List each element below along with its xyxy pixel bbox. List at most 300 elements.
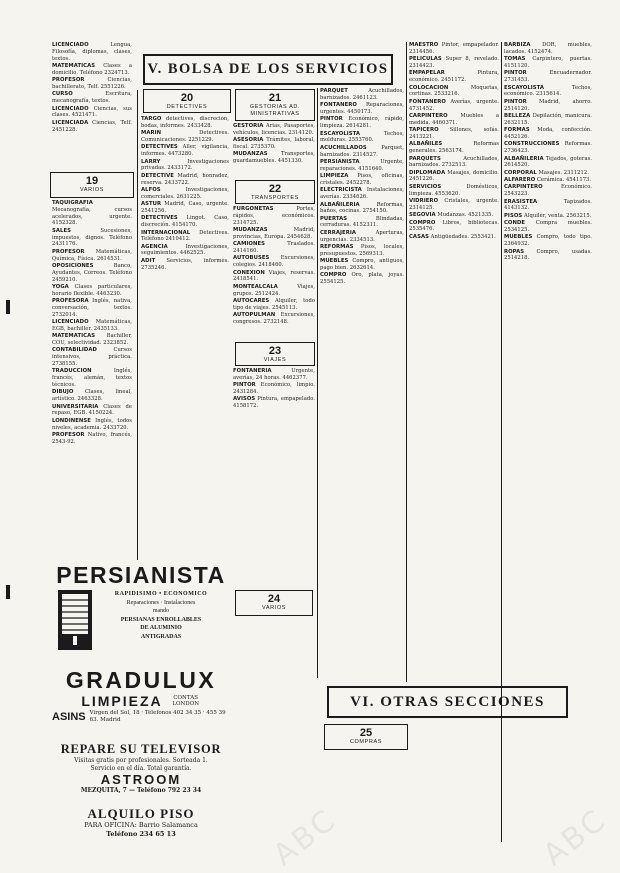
classified-ad bbox=[504, 199, 592, 213]
category-19-box bbox=[50, 172, 134, 198]
classified-keyword: PARQUET bbox=[320, 88, 348, 94]
classified-keyword: DETECTIVES bbox=[141, 215, 178, 222]
persianista-line-6: ANTIGRADAS bbox=[140, 633, 182, 640]
classified-ad bbox=[504, 70, 592, 84]
classified-ad bbox=[504, 184, 592, 198]
classified-ad bbox=[320, 116, 404, 130]
classified-text: Económico. 2543223. bbox=[504, 184, 592, 198]
classified-text: Techos, molduras. 2553760. bbox=[320, 130, 404, 144]
classified-keyword: PROFESOR bbox=[52, 248, 85, 255]
classified-text: Domésticos, limpieza. 4553620. bbox=[409, 183, 499, 197]
classified-ad bbox=[504, 85, 592, 99]
classified-keyword: PARQUETS bbox=[409, 155, 441, 162]
category-22-box bbox=[235, 180, 315, 204]
category-19-number: 19 bbox=[85, 175, 99, 187]
classified-ad bbox=[52, 120, 132, 134]
classified-ad bbox=[52, 389, 132, 403]
margin-mark bbox=[6, 300, 10, 314]
category-20-box bbox=[143, 89, 231, 113]
classified-keyword: CERRAJERIA bbox=[320, 229, 357, 236]
classified-keyword: CONTABILIDAD bbox=[52, 347, 97, 354]
televisor-title: REPARE SU TELEVISOR bbox=[60, 742, 222, 756]
classified-keyword: CONSTRUCCIONES bbox=[504, 141, 560, 148]
classified-ad bbox=[409, 70, 499, 84]
classified-keyword: PROFESOR bbox=[52, 432, 85, 439]
classified-text: Bachiller, COU, selectividad. 2323852. bbox=[52, 333, 132, 347]
classified-keyword: PERSIANISTA bbox=[320, 158, 360, 165]
column-rule bbox=[501, 42, 502, 842]
classified-keyword: ADIT bbox=[141, 257, 156, 264]
classified-keyword: DIBUJO bbox=[52, 389, 74, 396]
classified-text: Inglés, francés, alemán, textos técnicos. bbox=[52, 368, 132, 389]
window-blind-icon bbox=[58, 590, 92, 650]
classified-ad bbox=[504, 99, 592, 113]
classified-ad bbox=[141, 159, 229, 173]
classified-text: Compra muebles. 2534125. bbox=[504, 220, 592, 234]
classified-keyword: CASAS bbox=[409, 233, 429, 240]
classified-keyword: MONTEALCALA bbox=[233, 283, 278, 290]
classified-text: Investigaciones, comerciales. 2631225. bbox=[141, 186, 229, 200]
classified-text: Alquiler, todo tipo de viajes. 2545113. bbox=[233, 297, 315, 311]
classified-ad bbox=[409, 198, 499, 212]
classified-text: Compro, antiguos, pago bien. 2632614. bbox=[320, 258, 404, 272]
alquilo-piso-ad bbox=[52, 806, 230, 846]
alquilo-piso-line-2: Teléfono 234 65 13 bbox=[106, 829, 176, 838]
classified-keyword: PROFESOR bbox=[52, 77, 85, 84]
classified-ad bbox=[409, 113, 499, 127]
classified-ad bbox=[52, 368, 132, 388]
classified-keyword: TOMAS bbox=[504, 56, 526, 63]
classified-text: Mecanografía, cursos acelerados, urgente. 4152328. bbox=[52, 206, 132, 227]
classified-ad bbox=[409, 234, 499, 241]
classified-text: Ciencias, Telf. 2451228. bbox=[52, 119, 132, 133]
classified-text: Sucesiones, impuestos, dignos. Teléfono 2431176. bbox=[52, 227, 132, 248]
classified-text: Económico, limpio. 2431284. bbox=[233, 382, 315, 395]
column-3-b bbox=[233, 206, 315, 336]
category-21-box bbox=[235, 89, 315, 121]
section-vi-header bbox=[327, 686, 568, 718]
classified-keyword: BELLEZA bbox=[504, 112, 531, 119]
classified-keyword: EMPAPELAR bbox=[409, 70, 445, 77]
column-2 bbox=[141, 116, 229, 552]
classified-text: Reformas, baños, cocinas. 2754150. bbox=[320, 201, 404, 215]
classified-text: Inglés, nativa, conversación, textos. 2732014. bbox=[52, 298, 132, 318]
margin-mark bbox=[6, 585, 10, 599]
classified-ad bbox=[233, 123, 315, 137]
classified-keyword: CORPORAL bbox=[504, 169, 537, 176]
category-24-number: 24 bbox=[267, 593, 281, 605]
column-rule bbox=[406, 42, 407, 682]
classified-ad bbox=[504, 249, 592, 263]
classified-text: Oro, plata, joyas. 2554125. bbox=[320, 272, 404, 286]
category-23-number: 23 bbox=[268, 345, 282, 357]
column-1-bottom bbox=[52, 200, 132, 548]
classified-ad bbox=[409, 42, 499, 56]
category-23-name: VIAJES bbox=[263, 357, 287, 363]
section-v-title: V. BOLSA DE LOS SERVICIOS bbox=[147, 61, 389, 77]
classified-keyword: LARRY bbox=[141, 158, 161, 165]
classified-text: detectives, discreción, bodas, informes. 2433428. bbox=[141, 116, 229, 129]
classified-text: Masajes. 2311212. bbox=[536, 169, 589, 176]
classified-ad bbox=[233, 227, 315, 241]
classified-text: Arias, Pasaportes, vehículos, licencias. 2314120. bbox=[233, 123, 315, 136]
column-3-d bbox=[233, 618, 315, 840]
classified-text: Madrid, honradez, reserva. 2433722. bbox=[141, 172, 229, 186]
abc-watermark: ABC bbox=[266, 801, 344, 873]
classified-ad bbox=[233, 382, 315, 396]
classified-keyword: UNIVERSITARIA bbox=[52, 403, 99, 410]
classified-text: Servicios, informes. 2735246. bbox=[141, 257, 229, 271]
classified-keyword: TAQUIGRAFIA bbox=[52, 200, 93, 206]
classified-ad bbox=[320, 216, 404, 230]
classified-ad bbox=[52, 77, 132, 91]
classified-ad bbox=[141, 116, 229, 130]
classified-keyword: CARPINTERO bbox=[504, 184, 543, 191]
classified-keyword: PROFESORA bbox=[52, 298, 89, 305]
classified-keyword: MUEBLES bbox=[504, 234, 533, 241]
classified-text: Portes, rápidos, económicos. 2314725. bbox=[233, 206, 315, 226]
classified-text: Cristales, urgente. 2314125. bbox=[409, 198, 499, 211]
classified-text: Lengua, Filosofía, diplomas, clases, textos. bbox=[52, 42, 132, 62]
classified-text: Urgente, averías, 24 horas. 4462377. bbox=[233, 368, 315, 381]
category-25-name: COMPRAS bbox=[349, 739, 382, 745]
section-v-header bbox=[143, 54, 393, 85]
classified-keyword: LONDINENSE bbox=[52, 417, 91, 424]
classified-ad bbox=[52, 106, 132, 120]
televisor-line-1: Visitas gratis por profesionales. Sorteada 1. bbox=[74, 757, 208, 764]
classified-ad bbox=[141, 244, 229, 258]
classified-text: Madrid, ahorro. 2514120. bbox=[504, 98, 592, 112]
persianista-line-3: mando bbox=[152, 608, 170, 615]
classified-keyword: GESTORIA bbox=[233, 123, 264, 129]
classified-text: Carpintero, puertas. 4151120. bbox=[504, 56, 592, 69]
classified-text: Aperturas, urgencias. 2334513. bbox=[320, 229, 404, 243]
classified-ad bbox=[320, 230, 404, 244]
classified-keyword: ERASISTEA bbox=[504, 198, 538, 205]
classified-keyword: AVISOS bbox=[233, 396, 256, 403]
classified-keyword: CURSO bbox=[52, 91, 73, 98]
classified-keyword: SALES bbox=[52, 227, 71, 234]
classified-ad bbox=[233, 255, 315, 269]
classified-ad bbox=[52, 333, 132, 347]
classified-ad bbox=[233, 270, 315, 284]
classified-ad bbox=[233, 241, 315, 255]
classified-keyword: FURGONETAS bbox=[233, 206, 274, 212]
classified-ad bbox=[504, 42, 592, 56]
category-21-name: GESTORIAS AD. MINISTRATIVAS bbox=[249, 104, 301, 117]
classified-ad bbox=[233, 284, 315, 298]
classified-text: Inglés, todos niveles, academia. 2433720. bbox=[52, 417, 132, 431]
televisor-line-2: Servicio en el día. Total garantía. bbox=[90, 765, 192, 772]
classified-ad bbox=[320, 244, 404, 258]
classified-ad bbox=[504, 177, 592, 184]
classified-keyword: ALBAÑILES bbox=[409, 141, 443, 148]
classified-text: Matemáticas, Química, Física. 2614531. bbox=[52, 248, 132, 262]
classified-keyword: AUTOCARES bbox=[233, 297, 270, 304]
classified-keyword: YOGA bbox=[52, 283, 69, 290]
category-24-name: VARIOS bbox=[262, 605, 286, 611]
classified-keyword: FONTANERO bbox=[320, 102, 357, 109]
column-rule bbox=[317, 88, 318, 678]
classified-keyword: PINTOR bbox=[504, 70, 527, 77]
classified-ad bbox=[320, 88, 404, 102]
classified-keyword: ACUCHILLADOS bbox=[320, 144, 367, 151]
classified-keyword: PISOS bbox=[504, 212, 523, 219]
classified-keyword: COLOCACION bbox=[409, 84, 449, 91]
classified-ad bbox=[52, 347, 132, 367]
classified-text: Moda, confección. 4452126. bbox=[504, 127, 592, 140]
classified-keyword: PELICULAS bbox=[409, 56, 442, 63]
classified-keyword: PINTOR bbox=[320, 116, 343, 123]
classified-keyword: AUTOPULMAN bbox=[233, 312, 276, 319]
televisor-brand: ASTROOM bbox=[100, 772, 182, 787]
classified-keyword: DIPLOMADA bbox=[409, 169, 446, 176]
classified-text: Clases de repaso, EGB. 4150224. bbox=[52, 403, 132, 417]
classified-text: Parquet, barnizados. 2314527. bbox=[320, 144, 404, 158]
classified-ad bbox=[409, 127, 499, 141]
column-5-top bbox=[409, 42, 499, 678]
classified-keyword: FONTANERO bbox=[409, 98, 446, 105]
classified-text: Detectives. Teléfono 2410412. bbox=[141, 229, 229, 243]
classified-ad bbox=[504, 170, 592, 177]
classified-ad bbox=[233, 368, 315, 382]
classified-ad bbox=[504, 213, 592, 220]
classified-ad bbox=[409, 99, 499, 113]
classified-text: Clases, lineal, artístico. 2463328. bbox=[52, 389, 132, 403]
category-19-name: VARIOS bbox=[80, 187, 104, 193]
classified-keyword: FORMAS bbox=[504, 127, 530, 134]
classified-text: Pintor, empapelador. 2314456. bbox=[409, 42, 499, 55]
gradulux-ad bbox=[52, 668, 230, 734]
gradulux-line: Virgen del Sol, 18 · Telefonos 402 34 35 · 455 39 63. Madrid bbox=[89, 710, 226, 723]
classified-text: Aller, vigilancia, informes. 4473280. bbox=[141, 144, 229, 158]
classified-ad bbox=[320, 102, 404, 116]
classified-ad bbox=[504, 220, 592, 234]
category-22-name: TRANSPORTES bbox=[251, 195, 299, 201]
classified-ad bbox=[141, 258, 229, 272]
classified-ad bbox=[409, 170, 499, 184]
category-25-number: 25 bbox=[359, 727, 373, 739]
classified-keyword: DETECTIVE bbox=[141, 172, 174, 179]
column-4-top bbox=[320, 88, 404, 680]
classified-ad bbox=[52, 298, 132, 318]
classified-keyword: MATEMATICAS bbox=[52, 333, 96, 340]
classified-keyword: LICENCIADO bbox=[52, 319, 89, 326]
classified-ad bbox=[409, 212, 499, 219]
column-3-a bbox=[233, 123, 315, 175]
classified-ad bbox=[504, 234, 592, 248]
classified-ad bbox=[409, 220, 499, 234]
classified-ad bbox=[52, 284, 132, 298]
classified-text: Acuchillados, barnizados. 2732513. bbox=[409, 155, 499, 169]
classified-keyword: CARPINTERO bbox=[409, 112, 448, 119]
classified-text: Ciencias, sus clases. 4521471. bbox=[52, 105, 132, 119]
classified-text: DOR, muebles, lacados. 4152474. bbox=[504, 42, 592, 55]
classified-text: Pisos, locales, presupuestos. 2569313. bbox=[320, 244, 404, 257]
classified-ad bbox=[504, 113, 592, 127]
classified-ad bbox=[320, 131, 404, 145]
classified-ad bbox=[409, 56, 499, 70]
classified-text: Cursos intensivos, práctica. 2738155. bbox=[52, 347, 132, 368]
classified-keyword: ELECTRICISTA bbox=[320, 187, 362, 194]
classified-ad bbox=[320, 272, 404, 286]
classified-keyword: PUERTAS bbox=[320, 215, 348, 222]
classified-text: Investigaciones privadas. 2433172. bbox=[141, 158, 229, 172]
classified-text: Cerámica. 4541173. bbox=[535, 177, 592, 184]
classified-text: Instalaciones, averías. 2334626. bbox=[320, 187, 404, 201]
classified-keyword: SERVICIOS bbox=[409, 183, 442, 190]
classified-keyword: ROPAS bbox=[504, 248, 525, 255]
column-1-top bbox=[52, 42, 132, 164]
classified-keyword: REFORMAS bbox=[320, 244, 354, 251]
classified-keyword: COMPRO bbox=[409, 219, 436, 226]
classified-text: Acuchillados, barnizados. 2461123. bbox=[320, 88, 404, 101]
classified-ad bbox=[233, 137, 315, 151]
classified-ad bbox=[233, 312, 315, 326]
category-24-box bbox=[235, 590, 313, 616]
classified-text: Clases a domicilio. Teléfono 2324713. bbox=[52, 62, 132, 76]
classified-keyword: TRADUCCION bbox=[52, 368, 92, 375]
classified-keyword: SEGOVIA bbox=[409, 212, 436, 219]
classified-keyword: ALBAÑILERIA bbox=[504, 155, 544, 162]
classified-text: Mudanzas. 4521335. bbox=[435, 212, 494, 219]
category-25-box bbox=[324, 724, 408, 750]
classified-ad bbox=[233, 298, 315, 312]
classified-text: Alquiler, venta. 2563215. bbox=[522, 212, 592, 219]
abc-watermark: ABC bbox=[536, 801, 614, 873]
classified-keyword: MUDANZAS bbox=[233, 226, 268, 233]
classified-text: Encuadernador. 2731453. bbox=[504, 70, 592, 84]
classified-text: Madrid, provincias, Europa. 2454628. bbox=[233, 226, 315, 240]
classified-text: Excursiones, congresos. 2732148. bbox=[233, 312, 315, 325]
classified-keyword: LIMPIEZA bbox=[320, 173, 349, 180]
classified-keyword: ESCAYOLISTA bbox=[504, 84, 545, 91]
classified-text: Clases particulares, horario flexible. 4463230. bbox=[52, 283, 132, 297]
classified-ad bbox=[52, 228, 132, 248]
classified-text: Averías, urgente. 4731452. bbox=[409, 98, 499, 112]
persianista-ad bbox=[52, 562, 230, 662]
classified-keyword: TAPICERO bbox=[409, 127, 439, 134]
classified-ad bbox=[52, 63, 132, 77]
classified-text: Ciencias, bachillerato, Telf. 2551226. bbox=[52, 77, 132, 90]
classified-keyword: PINTOR bbox=[504, 98, 527, 105]
classified-keyword: MARIN bbox=[141, 130, 162, 137]
column-rule bbox=[137, 90, 138, 560]
classified-ad bbox=[141, 130, 229, 144]
classified-ad bbox=[52, 432, 132, 446]
classified-text: Trámites, laboral, fiscal. 2735370. bbox=[233, 137, 315, 150]
classified-keyword: MAESTRO bbox=[409, 42, 439, 48]
classified-text: Tapizados. 4143132. bbox=[504, 198, 592, 212]
classified-text: Super 8, revelado. 2314423. bbox=[409, 56, 499, 69]
classified-text: Detectives. Comunicaciones. 2251229. bbox=[141, 130, 229, 143]
classified-text: Urgente, reparaciones. 4151640. bbox=[320, 158, 404, 172]
classified-text: Investigaciones, seguimientos. 4462525. bbox=[141, 243, 229, 257]
classified-text: Compro, todo tipo. 2364932. bbox=[504, 234, 592, 248]
classified-ad bbox=[52, 404, 132, 418]
classified-keyword: INTERNACIONAL bbox=[141, 229, 191, 236]
classified-ad bbox=[233, 151, 315, 165]
classified-keyword: OPOSICIONES bbox=[52, 262, 94, 269]
classified-text: Techos, económico. 2315614. bbox=[504, 84, 592, 98]
classified-text: Banco, Ayudantes, Correos. Teléfono 2459210. bbox=[52, 262, 132, 283]
classified-text: Traslados. 2414160. bbox=[233, 241, 315, 254]
gradulux-subtitle: LIMPIEZA bbox=[81, 693, 163, 709]
classified-text: Madrid, Caso, urgente. 2541256. bbox=[141, 201, 229, 214]
classified-keyword: DETECTIVES bbox=[141, 144, 178, 151]
classified-ad bbox=[504, 156, 592, 170]
classified-ad bbox=[504, 141, 592, 155]
classified-keyword: CAMIONES bbox=[233, 241, 265, 248]
category-20-name: DETECTIVES bbox=[166, 104, 208, 110]
classified-keyword: CONDE bbox=[504, 220, 526, 227]
persianista-line-2: Reparaciones · Instalaciones bbox=[126, 599, 196, 606]
classified-text: Reparaciones, urgentes. 4450173. bbox=[320, 102, 404, 115]
classified-keyword: ESCAYOLISTA bbox=[320, 130, 361, 137]
persianista-title: PERSIANISTA bbox=[56, 562, 226, 588]
classified-ad bbox=[52, 42, 132, 62]
classified-ad bbox=[320, 173, 404, 187]
classified-keyword: ASTUR bbox=[141, 201, 162, 208]
classified-keyword: AGENCIA bbox=[141, 243, 168, 250]
persianista-line-1: RAPIDISIMO • ECONOMICO bbox=[114, 591, 208, 597]
classified-text: Antigüedades. 2553421. bbox=[428, 233, 496, 240]
classified-ad bbox=[233, 396, 315, 410]
gradulux-brand: ASINS bbox=[52, 711, 86, 723]
classified-ad bbox=[320, 187, 404, 201]
classified-keyword: LICENCIADO bbox=[52, 105, 89, 112]
alquilo-piso-line-1: PARA OFICINA: Barrio Salamanca bbox=[84, 821, 198, 829]
classified-ad bbox=[141, 201, 229, 215]
column-5-bottom bbox=[412, 722, 502, 840]
classified-keyword: CONEXION bbox=[233, 269, 265, 276]
category-22-number: 22 bbox=[268, 183, 282, 195]
classified-keyword: BARBIZA bbox=[504, 42, 531, 48]
classified-keyword: TARGO bbox=[141, 116, 162, 122]
classified-ad bbox=[504, 127, 592, 141]
category-20-number: 20 bbox=[180, 92, 194, 104]
classified-text: Nativo, francés, 2543-92. bbox=[52, 432, 132, 445]
classified-text: Moquetas, cortinas. 2533216. bbox=[409, 84, 499, 98]
classified-text: Masajes, domicilio. 2451226. bbox=[409, 169, 499, 183]
classified-ad bbox=[52, 249, 132, 263]
classified-ad bbox=[52, 263, 132, 283]
classified-text: Muebles a medida. 4460371. bbox=[409, 112, 499, 126]
classified-text: Compro, usadas. 2514218. bbox=[504, 248, 592, 262]
classified-keyword: ALBAÑILERIA bbox=[320, 201, 360, 208]
classified-ad bbox=[409, 156, 499, 170]
classified-text: Pintura, empapelado. 4158172. bbox=[233, 396, 315, 410]
category-21-number: 21 bbox=[268, 92, 282, 104]
classified-text: Viajes, grupos. 2512424. bbox=[233, 283, 315, 297]
classified-ad bbox=[320, 258, 404, 272]
classified-ad bbox=[409, 184, 499, 198]
classified-ad bbox=[409, 85, 499, 99]
classified-ad bbox=[52, 319, 132, 333]
alquilo-piso-title: ALQUILO PISO bbox=[87, 806, 195, 821]
classified-keyword: MATEMATICAS bbox=[52, 62, 96, 69]
classified-text: Sillones, sofás. 2413221. bbox=[409, 127, 499, 140]
televisor-contact: MEZQUITA, 7 — Teléfono 792 23 34 bbox=[80, 787, 202, 794]
classified-keyword: PINTOR bbox=[233, 382, 256, 389]
classified-text: Escritura, mecanografía, textos. bbox=[52, 91, 132, 105]
classified-ad bbox=[141, 173, 229, 187]
classified-text: Transportes, guardamuebles. 4451330. bbox=[233, 151, 315, 165]
classified-keyword: COMPRO bbox=[320, 272, 347, 279]
classified-keyword: LICENCIADA bbox=[52, 119, 89, 126]
classified-ad bbox=[141, 144, 229, 158]
classified-ad bbox=[320, 159, 404, 173]
